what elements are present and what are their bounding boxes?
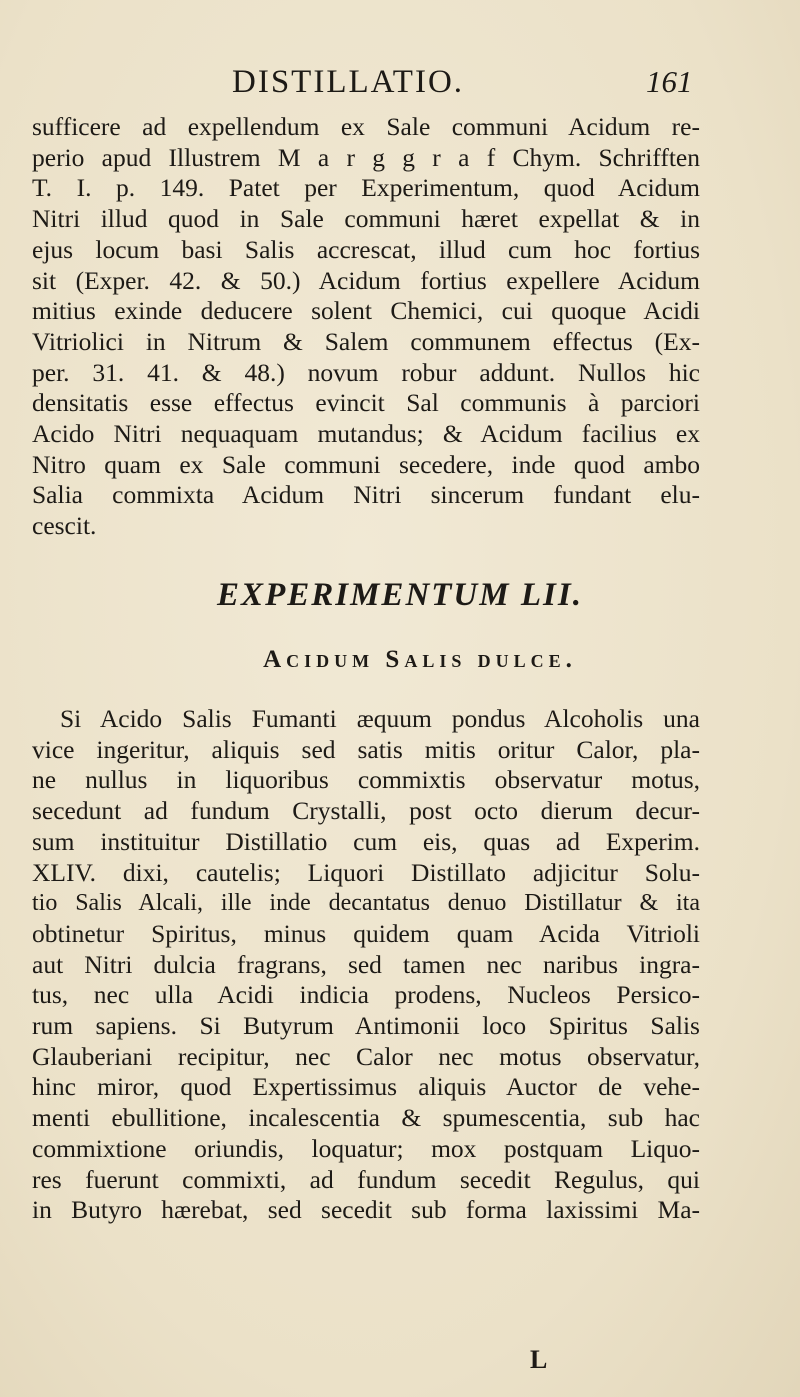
experiment-paragraph	[32, 704, 700, 1226]
text-line: sufficere ad expellendum ex Sale communi Acidum re-	[32, 112, 700, 141]
text-line: sum instituitur Distillatio cum eis, quas ad Experim.	[32, 826, 700, 856]
text-line: Nitro quam ex Sale communi secedere, inde quod ambo	[32, 449, 700, 479]
text-line: in Butyro hærebat, sed secedit sub forma laxissimi Ma-	[32, 1195, 700, 1225]
text-line: menti ebullitione, incalescentia & spumescentia, sub hac	[32, 1103, 700, 1133]
text-line: XLIV. dixi, cautelis; Liquori Distillato adjicitur Solu-	[32, 857, 700, 887]
text-line: densitatis esse effectus evincit Sal communis à parciori	[32, 388, 700, 418]
text-line: sit (Exper. 42. & 50.) Acidum fortius expellere Acidum	[32, 265, 700, 295]
paragraph-continuation	[32, 112, 700, 542]
running-head: DISTILLATIO.	[232, 64, 465, 100]
text-line: Salia commixta Acidum Nitri sincerum fundant elu-	[32, 480, 700, 510]
page-number: 161	[646, 64, 693, 99]
text-line: Glauberiani recipitur, nec Calor nec motus observatur,	[32, 1041, 700, 1071]
page-header	[0, 62, 800, 102]
text-line: T. I. p. 149. Patet per Experimentum, quod Acidum	[32, 173, 700, 203]
text-line: commixtione oriundis, loquatur; mox postquam Liquo-	[32, 1133, 700, 1163]
experiment-title: EXPERIMENTUM LII.	[217, 577, 583, 613]
text-line: res fuerunt commixti, ad fundum secedit Regulus, qui	[32, 1164, 700, 1194]
text-line: secedunt ad fundum Crystalli, post octo dierum decur-	[32, 796, 700, 826]
text-line: ne nullus in liquoribus commixtis observatur motus,	[32, 765, 700, 795]
experiment-subtitle: Acidum Salis dulce.	[263, 646, 577, 673]
text-line: Si Acido Salis Fumanti æquum pondus Alcoholis una	[60, 704, 700, 733]
text-line: tio Salis Alcali, ille inde decantatus denuo Distillatur & ita	[32, 890, 700, 917]
text-line: hinc miror, quod Expertissimus aliquis Auctor de vehe-	[32, 1072, 700, 1102]
signature-mark: L	[530, 1345, 548, 1374]
text-line: Nitri illud quod in Sale communi hæret expellat & in	[32, 204, 700, 234]
text-line: tus, nec ulla Acidi indicia prodens, Nucleos Persico-	[32, 980, 700, 1010]
text-line: perio apud Illustrem M a r g g r a f Chym. Schrifften	[32, 142, 700, 172]
text-line: rum sapiens. Si Butyrum Antimonii loco Spiritus Salis	[32, 1011, 700, 1041]
text-line: per. 31. 41. & 48.) novum robur addunt. Nullos hic	[32, 357, 700, 387]
text-line: vice ingeritur, aliquis sed satis mitis oritur Calor, pla-	[32, 734, 700, 764]
text-line: mitius exinde deducere solent Chemici, cui quoque Acidi	[32, 296, 700, 326]
text-line: Acido Nitri nequaquam mutandus; & Acidum facilius ex	[32, 419, 700, 449]
text-line: obtinetur Spiritus, minus quidem quam Acida Vitrioli	[32, 918, 700, 948]
text-line: ejus locum basi Salis accrescat, illud cum hoc fortius	[32, 234, 700, 264]
text-line: Vitriolici in Nitrum & Salem communem effectus (Ex-	[32, 326, 700, 356]
text-line: aut Nitri dulcia fragrans, sed tamen nec naribus ingra-	[32, 949, 700, 979]
text-line: cescit.	[32, 511, 97, 541]
